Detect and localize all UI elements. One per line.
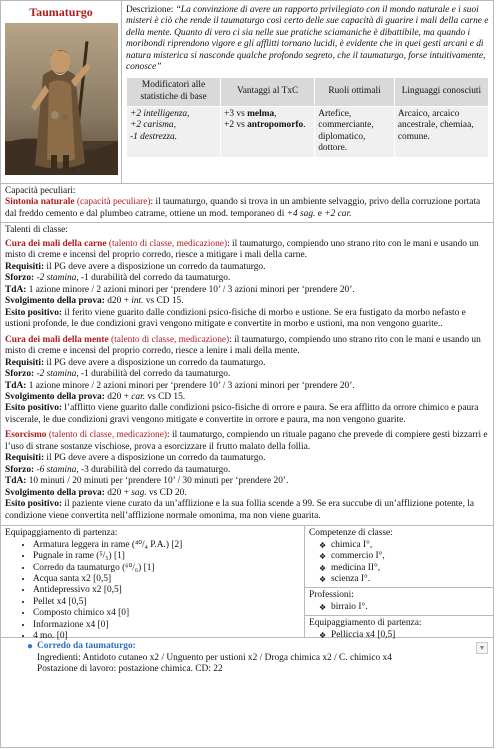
list-item: • Composto chimico x4 [0] bbox=[33, 608, 300, 619]
kit-section bbox=[1, 638, 493, 675]
description bbox=[126, 5, 489, 74]
peculiar-tag: (capacità peculiare) bbox=[76, 197, 151, 208]
list-item: • 4 mo. [0] bbox=[33, 631, 300, 642]
svol-label: Svolgimento della prova: bbox=[5, 487, 105, 498]
talent-intro: : il taumaturgo, compiendo uno strano rito con le mani e usando un misto di creme e incensi del proprio corredo, riesce a lenire i mali della mente. bbox=[5, 334, 481, 357]
req-text: il PG deve avere a disposizione un corredo da taumaturgo. bbox=[44, 261, 266, 272]
talent-intro: : il taumaturgo, compiendo un rituale pagano che prevede di compiere gesti bizzarri e l’uso di strane sostanze vischiose, prova a esorcizzare il frutto malato della follia. bbox=[5, 430, 488, 452]
header-section bbox=[1, 1, 493, 184]
sforzo-label: Sforzo: bbox=[5, 464, 35, 475]
side-column bbox=[305, 526, 493, 640]
class-title: Taumaturgo bbox=[29, 5, 93, 19]
chevron-down-icon[interactable]: ▼ bbox=[476, 642, 488, 654]
talent-name: Cura dei mali della carne bbox=[5, 238, 107, 249]
list-item: ❖ birraio I°. bbox=[331, 602, 489, 613]
tda-text: 1 azione minore / 2 azioni minori per ‘prendere 10’ / 3 azioni minori per ‘prendere 20’. bbox=[26, 284, 355, 295]
stats-table bbox=[126, 77, 489, 158]
list-item: ❖ scienza I°. bbox=[331, 574, 489, 585]
class-skills bbox=[305, 526, 493, 588]
mod-car: +2 carisma, bbox=[130, 120, 176, 131]
peculiar-bonus-1: +4 sag. bbox=[286, 208, 316, 219]
stats-roles-cell: Artefice, commerciante, diplomatico, dottore. bbox=[315, 106, 395, 157]
txc-2-pre: +2 vs bbox=[224, 120, 248, 131]
req-text: il PG deve avere a disposizione un corredo da taumaturgo. bbox=[44, 357, 266, 368]
peculiar-label: Capacità peculiari: bbox=[5, 186, 76, 196]
svol-b: vs CD 15. bbox=[145, 391, 186, 402]
list-item: • Informazione x4 [0] bbox=[33, 620, 300, 631]
talent-name: Cura dei mali della mente bbox=[5, 334, 109, 345]
tda-text: 1 azione minore / 2 azioni minori per ‘prendere 10’ / 3 azioni minori per ‘prendere 20’. bbox=[26, 380, 355, 391]
svol-a: d20 + bbox=[104, 391, 132, 402]
svol-stat: int. bbox=[131, 296, 144, 307]
professions-list bbox=[309, 602, 489, 613]
list-item: ❖ Pelliccia x4 [0,5] bbox=[331, 630, 489, 641]
equipment-label: Equipaggiamento di partenza: bbox=[5, 528, 118, 539]
esito-label: Esito positivo: bbox=[5, 403, 63, 414]
tda-label: TdA: bbox=[5, 380, 27, 391]
description-label: Descrizione: bbox=[126, 5, 174, 15]
stats-mods-cell bbox=[127, 106, 221, 157]
peculiar-ability bbox=[5, 197, 489, 220]
sforzo-label: Sforzo: bbox=[5, 273, 35, 284]
req-label: Requisiti: bbox=[5, 357, 45, 368]
sforzo-stamina: -6 stamina bbox=[34, 464, 77, 475]
peculiar-section bbox=[1, 184, 493, 223]
txc-1-pre: +3 vs bbox=[224, 108, 248, 119]
talent-tag: (talento di classe, medicazione) bbox=[48, 430, 168, 441]
stats-languages-cell: Arcaico, arcaico ancestrale, chemiaa, comune. bbox=[394, 106, 488, 157]
portrait-illustration bbox=[5, 23, 118, 175]
svol-a: d20 + bbox=[104, 487, 132, 498]
skills-label: Competenze di classe: bbox=[309, 528, 393, 539]
kit-ingredients: Ingredienti: Antidoto cutaneo x2 / Unguento per ustioni x2 / Droga chimica x2 / C. chimico x4 bbox=[37, 652, 392, 663]
list-item: • Antidepressivo x2 [0,5] bbox=[33, 585, 300, 596]
esito-text: il ferito viene guarito dalle condizioni psico-fisiche di morbo e ustione. Se era fustigato da morbo nefasto e ustioni profonde, le due condizioni gravi vengono mitigate e convertite in morbo e ustioni, ma non vengono guarite.. bbox=[5, 307, 466, 330]
list-item: • Pellet x4 [0,5] bbox=[33, 597, 300, 608]
talent-intro: : il taumaturgo, compiendo uno strano rito con le mani e usando un misto di creme e incensi del proprio corredo, riesce a mitigare i mali della carne. bbox=[5, 238, 479, 261]
list-item: ❖ medicina II°, bbox=[331, 563, 489, 574]
peculiar-name: Sintonia naturale bbox=[5, 197, 75, 208]
sforzo-label: Sforzo: bbox=[5, 369, 35, 380]
tda-label: TdA: bbox=[5, 476, 27, 487]
sforzo-text: , -3 durabilità del corredo da taumaturgo. bbox=[76, 464, 231, 475]
peculiar-text-b: e bbox=[315, 208, 325, 219]
talent-item bbox=[5, 335, 489, 427]
talent-item bbox=[5, 239, 489, 331]
stats-value-row bbox=[127, 106, 489, 157]
svol-b: vs CD 20. bbox=[146, 487, 187, 498]
professions-label: Professioni: bbox=[309, 590, 354, 601]
svol-a: d20 + bbox=[104, 296, 132, 307]
req-label: Requisiti: bbox=[5, 453, 45, 464]
tda-label: TdA: bbox=[5, 284, 27, 295]
talent-name: Esorcismo bbox=[5, 430, 47, 441]
bullet-icon: ● bbox=[27, 641, 34, 653]
esito-text: l’afflitto viene guarito dalle condizioni psico-fisiche di orrore e paura. Se era afflitto da orrore chimico e paura viscerale, le due condizioni gravi vengono mitigate e convertite in orrore e paura, ma non vengono guarite. bbox=[5, 403, 479, 425]
skills-list bbox=[309, 540, 489, 586]
list-item: • Corredo da taumaturgo (⁶⁰/₆) [1] bbox=[33, 563, 300, 574]
mod-des: -1 destrezza. bbox=[130, 131, 178, 142]
description-column bbox=[122, 1, 493, 183]
sforzo-stamina: -2 stamina bbox=[34, 369, 77, 380]
talent-item bbox=[5, 430, 489, 522]
sforzo-text: , -1 durabilità del corredo da taumaturgo. bbox=[76, 273, 231, 284]
talents-label: Talenti di classe: bbox=[5, 225, 68, 236]
svol-stat: sag. bbox=[131, 487, 147, 498]
list-item: • Armatura leggera in rame (⁴⁰/₄ P.A.) [2] bbox=[33, 540, 300, 551]
equipment-list bbox=[5, 540, 300, 643]
extra-equipment-label: Equipaggiamento di partenza: bbox=[309, 618, 422, 629]
talent-tag: (talento di classe, medicazione) bbox=[108, 238, 228, 249]
list-item: • Acqua santa x2 [0,5] bbox=[33, 574, 300, 585]
stats-header-mods: Modificatori alle statistiche di base bbox=[127, 77, 221, 106]
description-text: “La convinzione di avere un rapporto privilegiato con il mondo naturale e i suoi misteri è ciò che rende il taumaturgo così certo delle sue capacità di guarire i mali della carne e della mente. Quanto di vero ci sia nelle sue pratiche sciamaniche è dibattibile, ma quando i moribondi riprendono vigore e gli afflitti tornano lucidi, è evidente che in quei gesti arcani e di natura misterica si nasconde qualche profondo segreto, che il taumaturgo, forse intuitivamente, conosce” bbox=[126, 5, 489, 73]
txc-1-post: , bbox=[274, 108, 277, 119]
esito-label: Esito positivo: bbox=[5, 499, 63, 510]
svol-b: vs CD 15. bbox=[143, 296, 184, 307]
sforzo-text: , -1 durabilità del corredo da taumaturgo. bbox=[76, 369, 231, 380]
kit-station: Postazione di lavoro: postazione chimica. CD: 22 bbox=[37, 664, 223, 675]
svol-label: Svolgimento della prova: bbox=[5, 391, 105, 402]
list-item: ❖ chimica I°, bbox=[331, 540, 489, 551]
req-label: Requisiti: bbox=[5, 261, 45, 272]
stats-header-languages: Linguaggi conosciuti bbox=[394, 77, 488, 106]
tda-text: 10 minuti / 20 minuti per ‘prendere 10’ / 30 minuti per ‘prendere 20’. bbox=[26, 476, 289, 487]
professions bbox=[305, 588, 493, 616]
stats-header-txc: Vantaggi al TxC bbox=[221, 77, 315, 106]
portrait-column bbox=[1, 1, 122, 183]
esito-label: Esito positivo: bbox=[5, 307, 63, 318]
stats-header-row bbox=[127, 77, 489, 106]
talents-section bbox=[1, 223, 493, 526]
mod-int: +2 intelligenza, bbox=[130, 108, 190, 119]
stats-header-roles: Ruoli ottimali bbox=[315, 77, 395, 106]
svol-stat: car. bbox=[131, 391, 146, 402]
peculiar-text-a: : il taumaturgo, quando si trova in un ambiente selvaggio, privo della corruzione portata dal freddo cemento e dal plumbeo catrame, ottiene un mod. temporaneo di bbox=[5, 197, 481, 219]
starting-equipment bbox=[1, 526, 305, 642]
txc-1-target: melma bbox=[247, 108, 275, 119]
kit-name: Corredo da taumaturgo: bbox=[37, 641, 136, 652]
sforzo-stamina: -2 stamina bbox=[34, 273, 77, 284]
peculiar-bonus-2: +2 car. bbox=[324, 208, 352, 219]
req-text: il PG deve avere a disposizione un corredo da taumaturgo. bbox=[44, 453, 266, 464]
esito-text: il paziente viene curato da un’afflizione e la sua follia scende a 99. Se era succube di un’afflizione potente, la condizione viene convertita nell’afflizione normale omonima, ma non viene guarita. bbox=[5, 499, 475, 521]
svol-label: Svolgimento della prova: bbox=[5, 296, 105, 307]
txc-2-target: antropomorfo bbox=[247, 120, 304, 131]
talent-tag: (talento di classe, medicazione) bbox=[110, 334, 230, 345]
stats-txc-cell bbox=[221, 106, 315, 157]
list-item: ❖ commercio I°, bbox=[331, 551, 489, 562]
list-item: • Pugnale in rame (⁵/₅) [1] bbox=[33, 551, 300, 562]
equipment-section bbox=[1, 526, 493, 642]
txc-2-post: . bbox=[303, 120, 306, 131]
